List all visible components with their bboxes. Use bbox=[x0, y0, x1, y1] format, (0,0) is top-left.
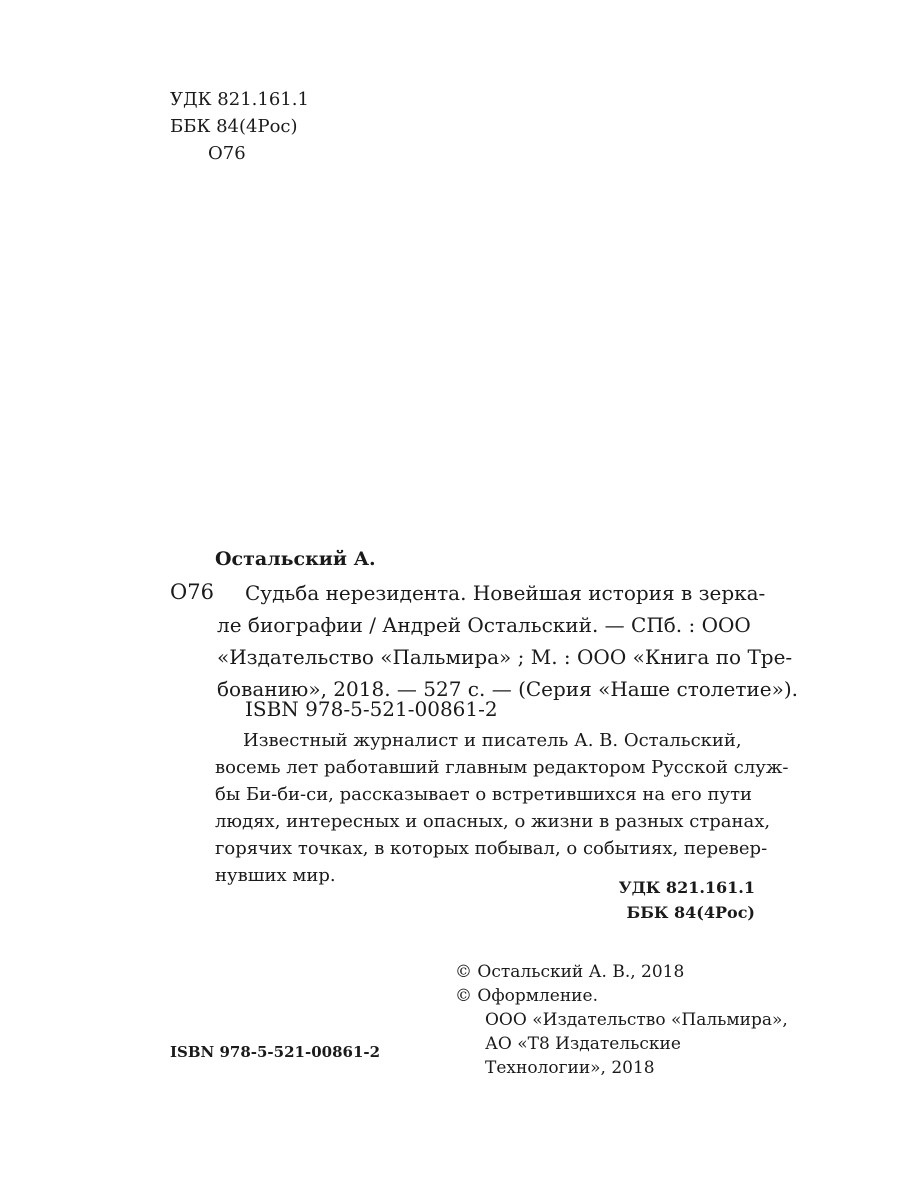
copyright-line: © Оформление. bbox=[455, 986, 598, 1006]
copyright-line: АО «Т8 Издательские bbox=[485, 1034, 681, 1054]
title-line: «Издательство «Пальмира» ; М. : ООО «Книга по Тре- bbox=[217, 645, 793, 669]
abstract-line: нувших мир. bbox=[215, 865, 336, 886]
copyright-notice bbox=[455, 960, 788, 1080]
footer-isbn: ISBN 978-5-521-00861-2 bbox=[170, 1043, 381, 1061]
abstract-line: горячих точках, в которых побывал, о событиях, перевер- bbox=[215, 838, 768, 859]
record-classification bbox=[560, 875, 755, 925]
record-author: Остальский А. bbox=[215, 548, 376, 570]
title-line: бованию», 2018. — 527 с. — (Серия «Наше столетие»). bbox=[217, 677, 798, 701]
abstract-line: людях, интересных и опасных, о жизни в разных странах, bbox=[215, 811, 771, 832]
title-line: ле биографии / Андрей Остальский. — СПб. : ООО bbox=[217, 613, 751, 637]
copyright-line: Технологии», 2018 bbox=[485, 1058, 655, 1078]
abstract-line: восемь лет работавший главным редактором Русской служ- bbox=[215, 757, 789, 778]
abstract-line: бы Би-би-си, рассказывает о встретившихся на его пути bbox=[215, 784, 753, 805]
title-line: Судьба нерезидента. Новейшая история в зерка- bbox=[245, 581, 766, 605]
record-udk: УДК 821.161.1 bbox=[618, 878, 755, 897]
copyright-line: © Остальский А. В., 2018 bbox=[455, 962, 685, 982]
abstract-line: Известный журналист и писатель А. В. Остальский, bbox=[243, 730, 742, 751]
record-title bbox=[217, 577, 798, 705]
author-mark: О76 bbox=[208, 143, 246, 164]
udk-code: УДК 821.161.1 bbox=[170, 89, 309, 110]
record-bbk: ББК 84(4Рос) bbox=[626, 903, 755, 922]
copyright-line: ООО «Издательство «Пальмира», bbox=[485, 1010, 788, 1030]
record-isbn: ISBN 978-5-521-00861-2 bbox=[245, 697, 498, 721]
header-classification bbox=[170, 86, 309, 167]
record-author-mark: О76 bbox=[170, 580, 214, 604]
record-abstract bbox=[215, 727, 789, 889]
bbk-code: ББК 84(4Рос) bbox=[170, 116, 298, 137]
